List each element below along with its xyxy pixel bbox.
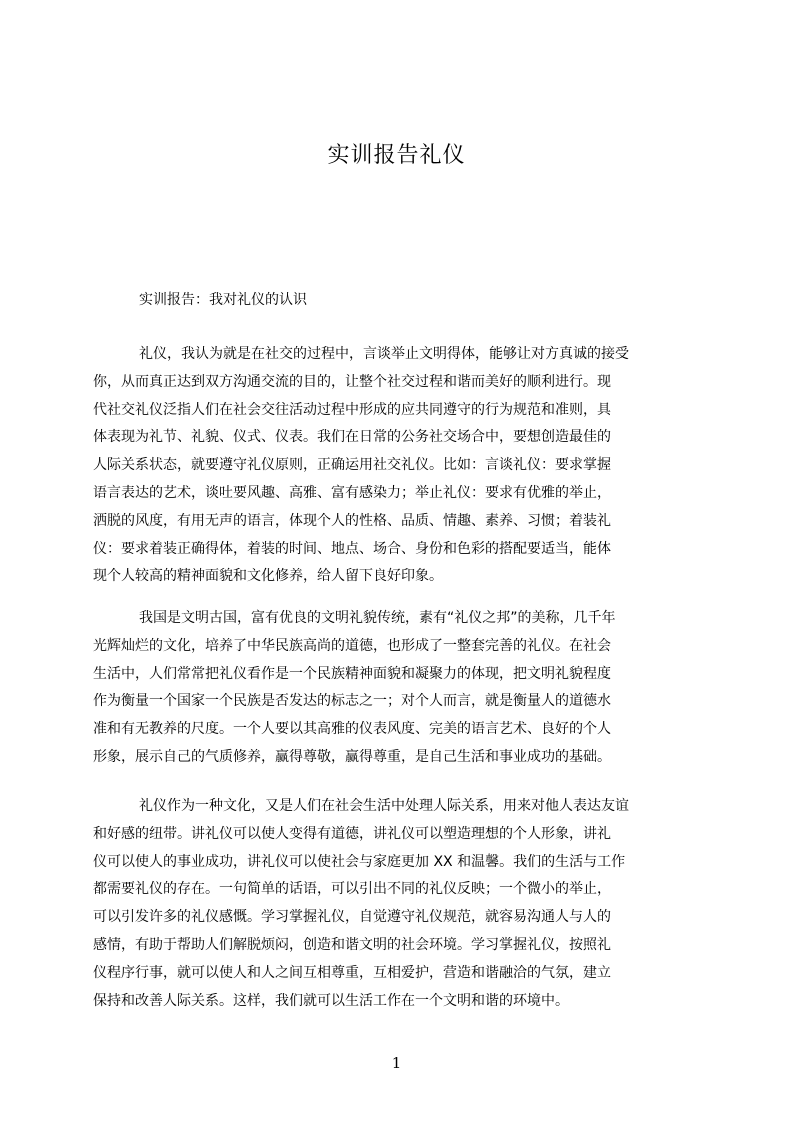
paragraph-line: 仪可以使人的事业成功，讲礼仪可以使社会与家庭更加 XX 和温馨。我们的生活与工作 — [93, 853, 626, 870]
paragraph-line: 生活中，人们常常把礼仪看作是一个民族精神面貌和凝聚力的体现，把文明礼貌程度 — [93, 665, 611, 682]
paragraph-line: 和好感的纽带。讲礼仪可以使人变得有道德，讲礼仪可以塑造理想的个人形象，讲礼 — [93, 825, 611, 842]
paragraph-line: 礼仪作为一种文化，又是人们在社会生活中处理人际关系，用来对他人表达友谊 — [139, 798, 629, 814]
paragraph-line: 作为衡量一个国家一个民族是否发达的标志之一；对个人而言，就是衡量人的道德水 — [93, 693, 611, 710]
paragraph-line: 仪：要求着装正确得体，着装的时间、地点、场合、身份和色彩的搭配要适当，能体 — [93, 540, 611, 557]
paragraph-1 — [93, 341, 699, 591]
page-title: 实训报告礼仪 — [327, 143, 466, 168]
report-subtitle: 实训报告：我对礼仪的认识 — [139, 292, 307, 308]
paragraph-2 — [93, 605, 699, 772]
paragraph-line: 光辉灿烂的文化，培养了中华民族高尚的道德，也形成了一整套完善的礼仪。在社会 — [93, 637, 611, 654]
paragraph-line: 你，从而真正达到双方沟通交流的目的，让整个社交过程和谐而美好的顺利进行。现 — [93, 373, 611, 390]
paragraph-line: 语言表达的艺术，谈吐要风趣、高雅、富有感染力；举止礼仪：要求有优雅的举止， — [93, 484, 611, 501]
paragraph-3 — [93, 793, 699, 1015]
paragraph-line: 仪程序行事，就可以使人和人之间互相尊重，互相爱护，营造和谐融洽的气氛，建立 — [93, 964, 611, 981]
paragraph-line: 我国是文明古国，富有优良的文明礼貌传统，素有“礼仪之邦”的美称，几千年 — [139, 610, 616, 626]
paragraph-line: 人际关系状态，就要遵守礼仪原则，正确运用社交礼仪。比如：言谈礼仪：要求掌握 — [93, 457, 611, 474]
paragraph-line: 洒脱的风度，有用无声的语言，体现个人的性格、品质、情趣、素养、习惯；着装礼 — [93, 512, 611, 529]
paragraph-line: 形象，展示自己的气质修养，赢得尊敬，赢得尊重，是自己生活和事业成功的基础。 — [93, 748, 611, 765]
paragraph-line: 准和有无教养的尺度。一个人要以其高雅的仪表风度、完美的语言艺术、良好的个人 — [93, 721, 611, 738]
paragraph-line: 现个人较高的精神面貌和文化修养，给人留下良好印象。 — [93, 568, 443, 585]
paragraph-line: 感情，有助于帮助人们解脱烦闷，创造和谐文明的社会环境。学习掌握礼仪，按照礼 — [93, 936, 611, 953]
paragraph-line: 可以引发许多的礼仪感慨。学习掌握礼仪，自觉遵守礼仪规范，就容易沟通人与人的 — [93, 909, 611, 926]
paragraph-line: 都需要礼仪的存在。一句简单的话语，可以引出不同的礼仪反映；一个微小的举止， — [93, 881, 611, 898]
paragraph-line: 保持和改善人际关系。这样，我们就可以生活工作在一个文明和谐的环境中。 — [93, 992, 569, 1009]
paragraph-line: 代社交礼仪泛指人们在社会交往活动过程中形成的应共同遵守的行为规范和准则，具 — [93, 401, 611, 418]
page-number: 1 — [391, 1054, 402, 1072]
paragraph-line: 体表现为礼节、礼貌、仪式、仪表。我们在日常的公务社交场合中，要想创造最佳的 — [93, 429, 611, 446]
paragraph-line: 礼仪，我认为就是在社交的过程中，言谈举止文明得体，能够让对方真诚的接受 — [139, 346, 629, 362]
